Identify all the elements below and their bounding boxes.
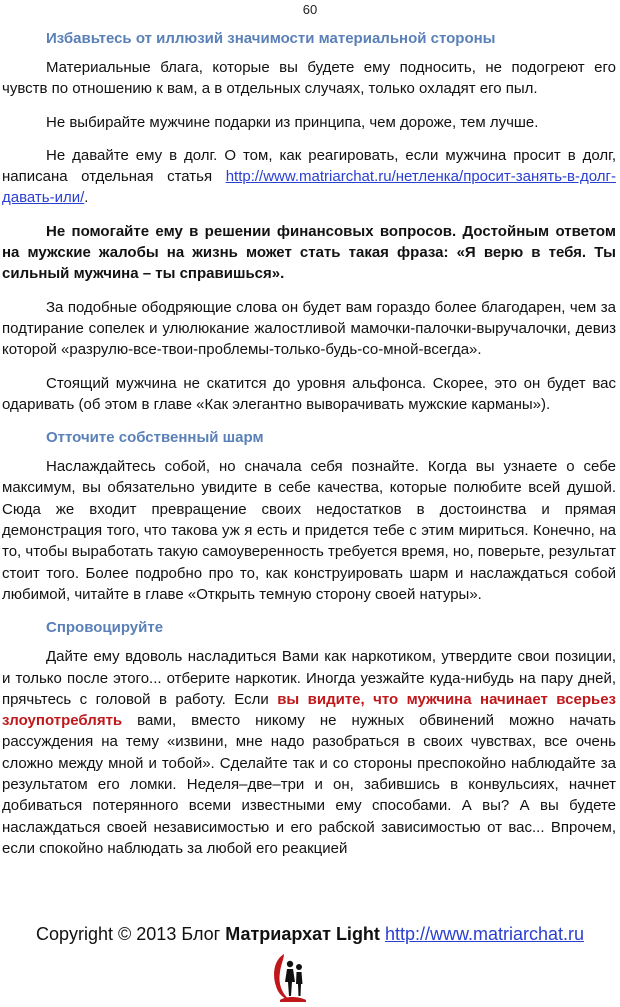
paragraph-text: Дайте ему вдоволь насладиться Вами как наркотиком, утвердите свои позиции, и только после этого... отберите наркотик. Иногда уезжайте куда-нибудь на пару дней, прячьтесь с головой в работу. Если bbox=[2, 648, 616, 708]
paragraph: Материальные блага, которые вы будете ему подносить, не подогреют его чувств по отношению к вам, а в отдельных случаях, только охладят его пыл. bbox=[2, 59, 616, 98]
section-heading-charm: Отточите собственный шарм bbox=[46, 429, 264, 447]
highlighted-text: вы видите, что мужчина начинает всерьез злоупотреблять bbox=[2, 690, 617, 730]
paragraph: За подобные ободряющие слова он будет вам гораздо более благодарен, чем за подтирание сопелек и улюлюкание жалостливой мамочки-палочки-выручалочки, девиз которой «разрулю-все-твои-проблемы-только-будь-со-мной-всегда». bbox=[2, 298, 616, 359]
paragraph: Наслаждайтесь собой, но сначала себя познайте. Когда вы узнаете о себе максимум, вы обязательно увидите в себе качества, которые полюбите всей душой. Сюда же входит превращение своих недостатков в достоинства и прямая демонстрация того, что такова уж я есть и придется тебе с этим мириться. Конечно, на то, чтобы выработать такую самоуверенность требуется время, но, поверьте, результат стоит того. Более подробно про то, как конструировать шарм и наслаждаться собой любимой, читайте в главе «Открыть темную сторону своей натуры». bbox=[2, 458, 616, 603]
paragraph-with-highlight bbox=[2, 646, 616, 859]
paragraph-text-end: . bbox=[84, 189, 89, 207]
paragraph-with-link bbox=[2, 145, 616, 209]
copyright-text: Copyright © 2013 Блог bbox=[35, 924, 226, 944]
paragraph-text: Не давайте ему в долг. О том, как реагировать, если мужчина просит в долг, написана отдельная статья bbox=[2, 146, 616, 186]
paragraph-text-end: вами, вместо никому не нужных обвинений можно начать рассуждения на тему «извини, мне надо разобраться в своих чувствах, все очень сложно между мной и тобой». Сделайте так и со стороны преспокойно наблюдайте за результатом его ломки. Неделя–две–три и он, забившись в конвульсиях, начнет добиваться потерянного всеми известными ему способами. А вы? А вы будете наслаждаться своей независимостью и его рабской зависимостью от вас... Впрочем, если спокойно наблюдать за любой его реакцией bbox=[2, 712, 616, 857]
site-link[interactable]: http://www.matriarchat.ru bbox=[384, 924, 585, 944]
article-link[interactable]: http://www.matriarchat.ru/нетленка/просит-занять-в-долг-давать-или/ bbox=[2, 168, 616, 207]
bold-paragraph: Не помогайте ему в решении финансовых вопросов. Достойным ответом на мужские жалобы на жизнь может стать такая фраза: «Я верю в тебя. Ты сильный мужчина – ты справишься». bbox=[2, 222, 616, 283]
blog-logo-icon bbox=[268, 950, 314, 1002]
page-number: 60 bbox=[302, 2, 318, 17]
document-body bbox=[2, 28, 616, 871]
paragraph: Не выбирайте мужчине подарки из принципа, чем дороже, тем лучше. bbox=[46, 113, 539, 131]
blog-brand: Матриархат Light bbox=[225, 924, 380, 944]
section-heading-provoke: Спровоцируйте bbox=[46, 619, 164, 637]
paragraph: Стоящий мужчина не скатится до уровня альфонса. Скорее, это он будет вас одаривать (об этом в главе «Как элегантно выворачивать мужские карманы»). bbox=[2, 374, 616, 413]
section-heading-materialism: Избавьтесь от иллюзий значимости материальной стороны bbox=[46, 30, 496, 47]
footer bbox=[0, 922, 620, 946]
